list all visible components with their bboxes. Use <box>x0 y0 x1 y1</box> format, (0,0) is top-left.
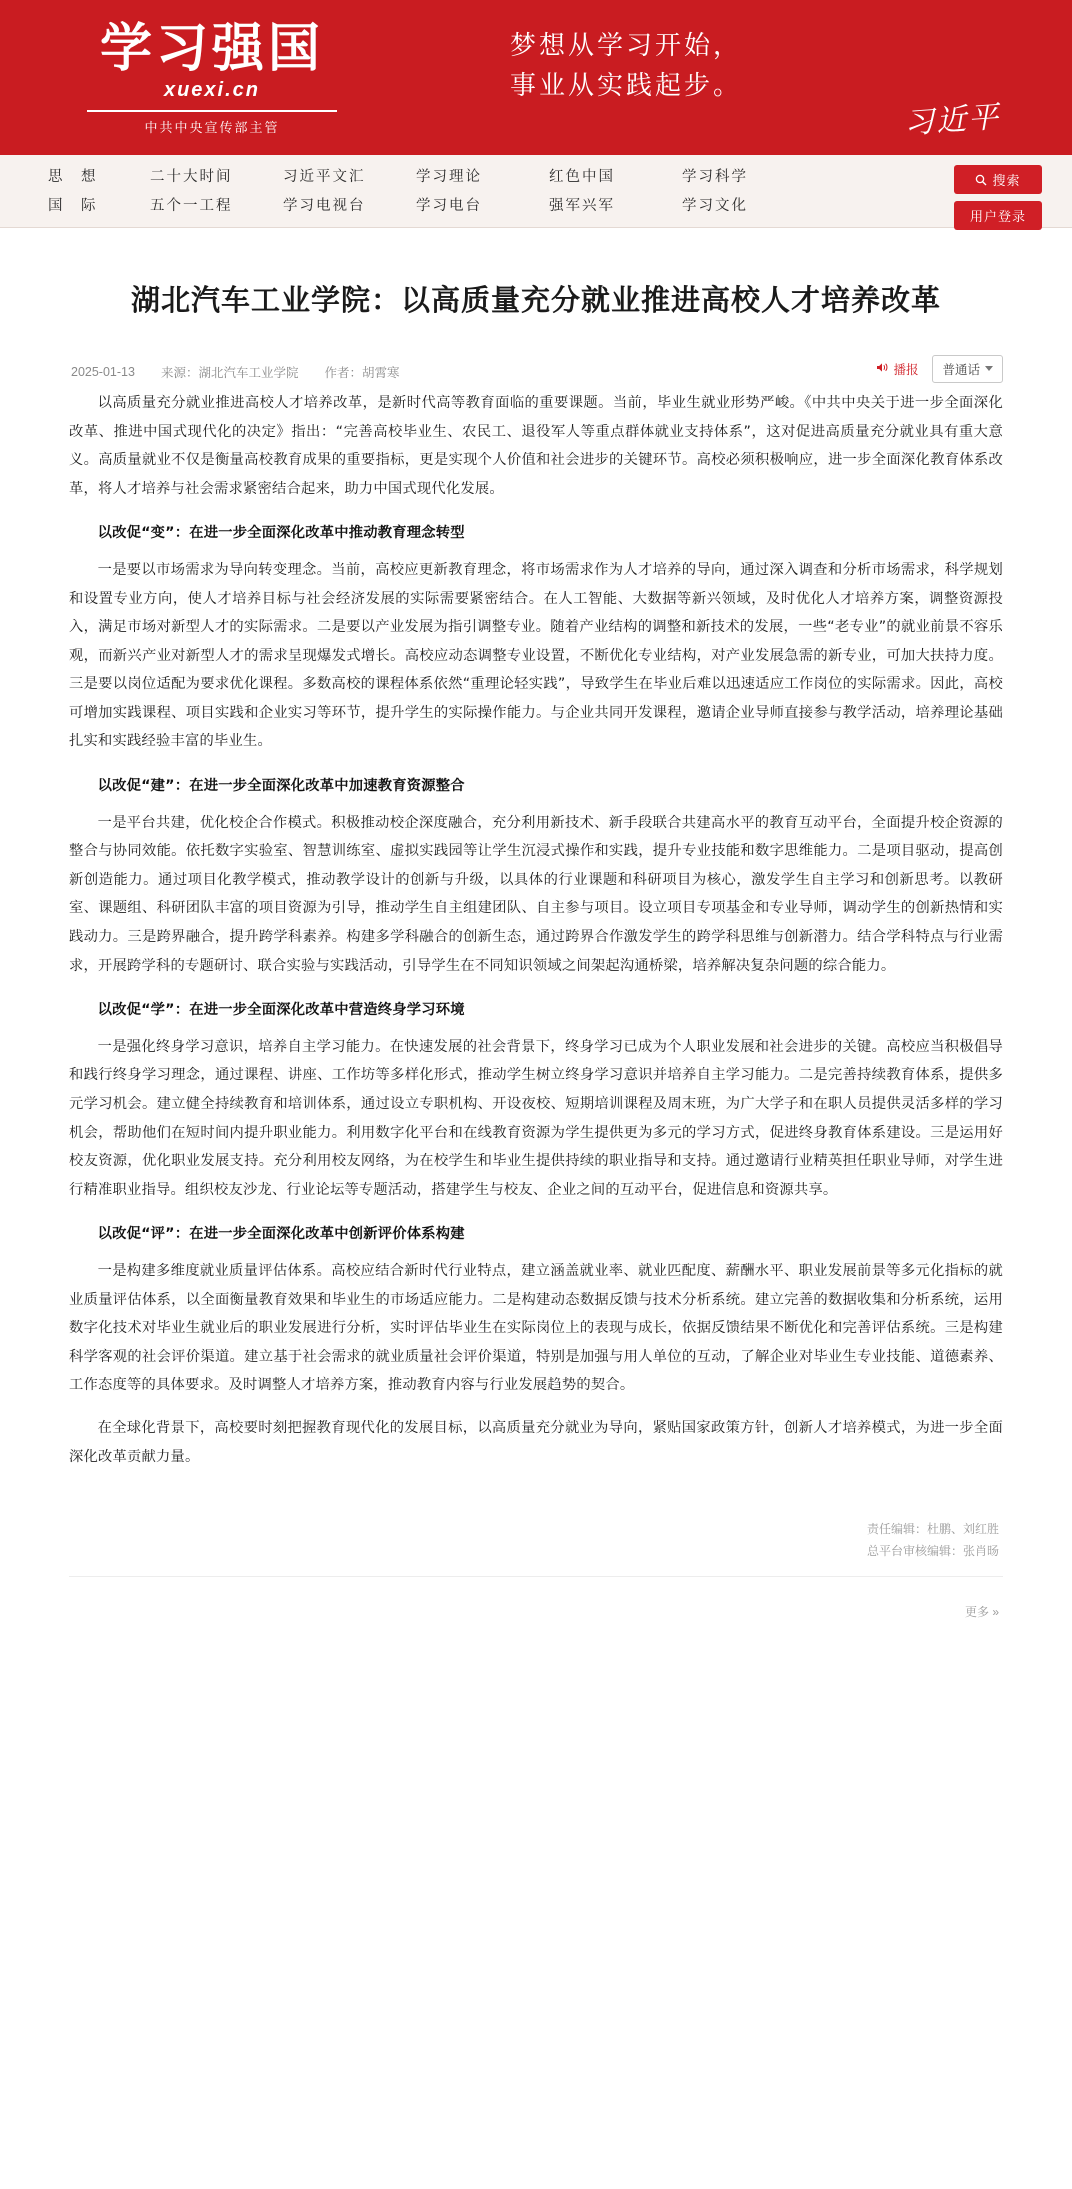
article-body <box>69 389 1003 1471</box>
platform-editor: 总平台审核编辑：张肖旸 <box>866 1543 999 1558</box>
search-button[interactable] <box>954 165 1042 194</box>
slogan-line-2: 事业从实践起步。 <box>509 71 742 102</box>
article-paragraph: 一是平台共建，优化校企合作模式。积极推动校企深度融合，充分利用新技术、新手段联合共建高水平的教育互动平台，全面提升校企资源的整合与协同效能。依托数字实验室、智慧训练室、虚拟实践园等让学生沉浸式操作和实践，提升专业技能和数字思维能力。二是项目驱动，提高创新创造能力。通过项目化教学模式，推动教学设计的创新与升级，以具体的行业课题和科研项目为核心，激发学生自主学习和创新思考。以教研室、课题组、科研团队丰富的项目资源为引导，推动学生自主组建团队、自主参与项目。设立项目专项基金和专业导师，调动学生的创新热情和实践动力。三是跨界融合，提升跨学科素养。构建多学科融合的创新生态，通过跨界合作激发学生的跨学科思维与创新潜力。结合学科特点与行业需求，开展跨学科的专题研讨、联合实验与实践活动，引导学生在不同知识领域之间架起沟通桥梁，培养解决复杂问题的综合能力。 <box>69 814 1003 974</box>
article-subheading: 以改促“变”：在进一步全面深化改革中推动教育理念转型 <box>97 525 465 542</box>
nav-action-buttons <box>954 165 1042 230</box>
editor-credits <box>69 1519 1003 1562</box>
article-author: 作者：胡霄寒 <box>324 365 400 380</box>
search-icon <box>975 174 987 186</box>
more-link-label: 更多 » <box>964 1605 999 1620</box>
responsible-editor: 责任编辑：杜鹏、刘红胜 <box>866 1522 999 1537</box>
article-subheading: 以改促“评”：在进一步全面深化改革中创新评价体系构建 <box>97 1226 465 1243</box>
site-header-banner <box>0 0 1072 155</box>
article-container <box>69 228 1003 1640</box>
search-button-label: 搜索 <box>992 173 1021 188</box>
nav-item-guoji[interactable]: 国 际 <box>48 198 98 214</box>
nav-item-xuexidiantai[interactable]: 学习电台 <box>416 198 482 214</box>
nav-item-hongsezhongguo[interactable]: 红色中国 <box>549 169 615 185</box>
article-subheading: 以改促“建”：在进一步全面深化改革中加速教育资源整合 <box>97 778 465 795</box>
audio-play-label: 播报 <box>893 362 919 377</box>
main-navigation <box>0 155 1072 228</box>
site-logo[interactable] <box>62 18 362 136</box>
language-select[interactable] <box>932 355 1003 383</box>
page-title: 湖北汽车工业学院：以高质量充分就业推进高校人才培养改革 <box>130 283 941 317</box>
login-button-label: 用户登录 <box>969 209 1026 224</box>
nav-item-sixiang[interactable]: 思 想 <box>48 169 98 185</box>
article-meta <box>69 329 1003 389</box>
nav-item-qiangjunxingjun[interactable]: 强军兴军 <box>549 198 615 214</box>
article-paragraph: 一是要以市场需求为导向转变理念。当前，高校应更新教育理念，将市场需求作为人才培养的导向，通过深入调查和分析市场需求，科学规划和设置专业方向，使人才培养目标与社会经济发展的实际需要紧密结合。在人工智能、大数据等新兴领域，及时优化人才培养方案，调整资源投入，满足市场对新型人才的实际需求。二是要以产业发展为指引调整专业。随着产业结构的调整和新技术的发展，一些“老专业”的就业前景不容乐观，而新兴产业对新型人才的需求呈现爆发式增长。高校应动态调整专业设置，不断优化专业结构，对产业发展急需的新专业，可加大扶持力度。三是要以岗位适配为要求优化课程。多数高校的课程体系依然“重理论轻实践”，导致学生在毕业后难以迅速适应工作岗位的实际需求。因此，高校可增加实践课程、项目实践和企业实习等环节，提升学生的实际操作能力。与企业共同开发课程，邀请企业导师直接参与教学活动，培养理论基础扎实和实践经验丰富的毕业生。 <box>69 561 1003 750</box>
article-subheading: 以改促“学”：在进一步全面深化改革中营造终身学习环境 <box>97 1002 465 1019</box>
chevron-down-icon <box>985 366 993 371</box>
nav-item-xuexikexue[interactable]: 学习科学 <box>682 169 748 185</box>
article-date: 2025-01-13 <box>71 364 135 379</box>
banner-signature: 习近平 <box>903 99 1002 142</box>
article-paragraph: 一是强化终身学习意识，培养自主学习能力。在快速发展的社会背景下，终身学习已成为个人职业发展和社会进步的关键。高校应当积极倡导和践行终身学习理念，通过课程、讲座、工作坊等多样化形式，推动学生树立终身学习意识并培养自主学习能力。二是完善持续教育体系，提供多元学习机会。建立健全持续教育和培训体系，通过设立专职机构、开设夜校、短期培训课程及周末班，为广大学子和在职人员提供灵活多样的学习机会，帮助他们在短时间内提升职业能力。利用数字化平台和在线教育资源为学生提供更为多元的学习方式，促进终身教育体系建设。三是运用好校友资源，优化职业发展支持。充分利用校友网络，为在校学生和毕业生提供持续的职业指导和支持。通过邀请行业精英担任职业导师，对学生进行精准职业指导。组织校友沙龙、行业论坛等专题活动，搭建学生与校友、企业之间的互动平台，促进信息和资源共享。 <box>69 1038 1003 1198</box>
nav-item-xijinping-wenhui[interactable]: 习近平文汇 <box>283 169 366 185</box>
more-link[interactable] <box>69 1576 1003 1640</box>
logo-department-text: 中共中央宣传部主管 <box>144 119 280 135</box>
nav-item-ershida[interactable]: 二十大时间 <box>150 169 233 185</box>
nav-row-2 <box>30 194 1042 215</box>
slogan-line-1: 梦想从学习开始， <box>509 31 742 61</box>
article-source: 来源：湖北汽车工业学院 <box>160 365 299 380</box>
nav-item-xuexiwenhua[interactable]: 学习文化 <box>682 198 748 214</box>
nav-item-xuexililun[interactable]: 学习理论 <box>416 169 482 185</box>
language-select-label: 普通话 <box>942 362 980 377</box>
article-paragraph: 一是构建多维度就业质量评估体系。高校应结合新时代行业特点，建立涵盖就业率、就业匹配度、薪酬水平、职业发展前景等多元化指标的就业质量评估体系，以全面衡量教育效果和毕业生的市场适应能力。二是构建动态数据反馈与技术分析系统。建立完善的数据收集和分析系统，运用数字化技术对毕业生就业后的职业发展进行分析，实时评估毕业生在实际岗位上的表现与成长，依据反馈结果不断优化和完善评估系统。三是构建科学客观的社会评价渠道。建立基于社会需求的就业质量社会评价渠道，特别是加强与用人单位的互动，了解企业对毕业生专业技能、道德素养、工作态度等的具体要求。及时调整人才培养方案，推动教育内容与行业发展趋势的契合。 <box>69 1262 1003 1394</box>
nav-item-wugeyigongcheng[interactable]: 五个一工程 <box>150 198 233 214</box>
nav-row-1 <box>30 165 1042 186</box>
logo-domain-text: xuexi.cn <box>163 78 261 101</box>
article-paragraph: 以高质量充分就业推进高校人才培养改革，是新时代高等教育面临的重要课题。当前，毕业生就业形势严峻。《中共中央关于进一步全面深化改革、推进中国式现代化的决定》指出：“完善高校毕业生、农民工、退役军人等重点群体就业支持体系”，这对促进高质量充分就业具有重大意义。高质量就业不仅是衡量高校教育成果的重要指标，更是实现个人价值和社会进步的关键环节。高校必须积极响应，进一步全面深化教育体系改革，将人才培养与社会需求紧密结合起来，助力中国式现代化发展。 <box>69 394 1003 497</box>
banner-slogan <box>510 26 742 107</box>
logo-main-text: 学习强国 <box>99 18 324 79</box>
login-button[interactable] <box>954 201 1042 230</box>
nav-item-xuexidianshitai[interactable]: 学习电视台 <box>283 198 366 214</box>
logo-divider <box>87 110 337 112</box>
speaker-icon <box>876 362 889 376</box>
article-paragraph: 在全球化背景下，高校要时刻把握教育现代化的发展目标，以高质量充分就业为导向，紧贴国家政策方针，创新人才培养模式，为进一步全面深化改革贡献力量。 <box>69 1419 1003 1465</box>
audio-play-button[interactable] <box>876 360 918 378</box>
